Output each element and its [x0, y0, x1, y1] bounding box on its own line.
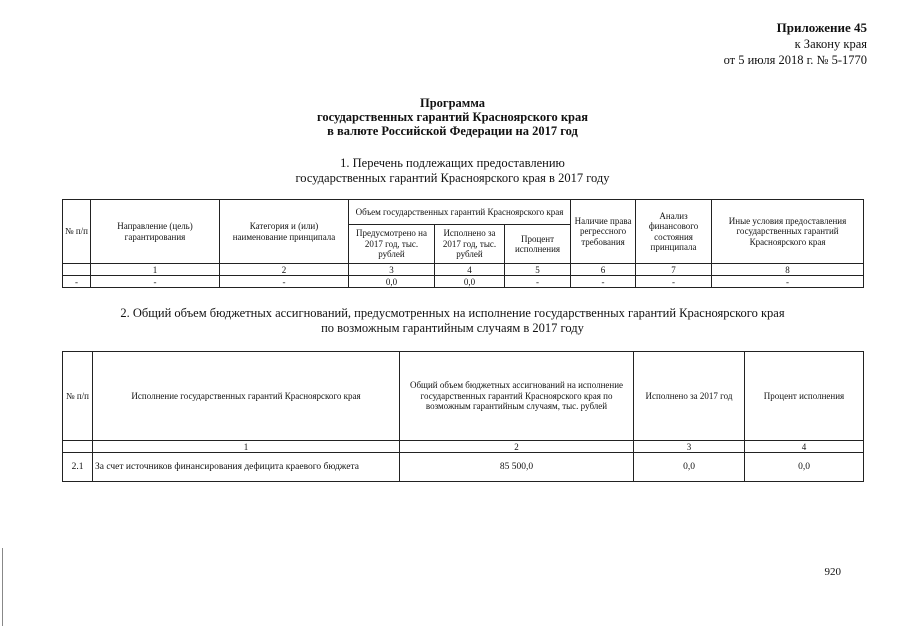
header-executed: Исполнено за 2017 год, тыс. рублей [435, 225, 505, 264]
table-cell: - [63, 276, 91, 288]
section-2-heading [0, 306, 905, 336]
header-category: Категория и (или) наименование принципала [220, 200, 349, 264]
row-description: За счет источников финансирования дефицита краевого бюджета [93, 453, 400, 482]
table-cell: 0,0 [435, 276, 505, 288]
page-number: 920 [824, 566, 841, 578]
header-volume-group: Объем государственных гарантий Красноярского края [349, 200, 571, 225]
header-direction: Направление (цель) гарантирования [91, 200, 220, 264]
table-row [63, 453, 864, 482]
column-number-cell: 1 [91, 264, 220, 276]
header-analysis: Анализ финансового состояния принципала [636, 200, 712, 264]
title-line-3: в валюте Российской Федерации на 2017 год [327, 124, 578, 138]
column-number-cell: 5 [505, 264, 571, 276]
table-row [63, 276, 864, 288]
appendix-law-date: от 5 июля 2018 г. № 5-1770 [723, 53, 867, 67]
column-number-cell: 3 [634, 441, 745, 453]
scan-edge-line [2, 548, 3, 626]
column-number-cell: 3 [349, 264, 435, 276]
table-cell: 0,0 [349, 276, 435, 288]
title-line-2: государственных гарантий Красноярского края [317, 110, 588, 124]
row-percent: 0,0 [745, 453, 864, 482]
budget-allocations-table [62, 351, 864, 482]
row-total: 85 500,0 [400, 453, 634, 482]
table-cell: - [712, 276, 864, 288]
section-1-line-2: государственных гарантий Красноярского края в 2017 году [295, 171, 610, 185]
header-executed: Исполнено за 2017 год [634, 352, 745, 441]
header-percent: Процент исполнения [745, 352, 864, 441]
title-line-1: Программа [420, 96, 485, 110]
header-total: Общий объем бюджетных ассигнований на исполнение государственных гарантий Красноярского края по возможным гарантийным случаям, тыс. рублей [400, 352, 634, 441]
table-cell: - [636, 276, 712, 288]
appendix-title: Приложение 45 [776, 20, 867, 35]
row-executed: 0,0 [634, 453, 745, 482]
column-number-cell [63, 441, 93, 453]
section-1-line-1: 1. Перечень подлежащих предоставлению [340, 156, 565, 170]
section-2-line-2: по возможным гарантийным случаям в 2017 году [321, 321, 584, 335]
column-numbers-row [63, 264, 864, 276]
header-num: № п/п [63, 352, 93, 441]
column-number-cell: 8 [712, 264, 864, 276]
column-number-cell: 4 [745, 441, 864, 453]
table-cell: - [505, 276, 571, 288]
appendix-law-ref: к Закону края [794, 37, 867, 51]
appendix-header [724, 20, 867, 68]
section-2-line-1: 2. Общий объем бюджетных ассигнований, предусмотренных на исполнение государственных гарантий Красноярского края [120, 306, 785, 320]
column-number-cell: 1 [93, 441, 400, 453]
column-number-cell: 6 [571, 264, 636, 276]
header-num: № п/п [63, 200, 91, 264]
header-percent: Процент исполнения [505, 225, 571, 264]
header-execution: Исполнение государственных гарантий Красноярского края [93, 352, 400, 441]
header-regress: Наличие права регрессного требования [571, 200, 636, 264]
guarantees-list-table [62, 199, 864, 288]
row-num: 2.1 [63, 453, 93, 482]
table-header-row [63, 352, 864, 441]
table-cell: - [220, 276, 349, 288]
column-numbers-row [63, 441, 864, 453]
column-number-cell: 4 [435, 264, 505, 276]
header-planned: Предусмотрено на 2017 год, тыс. рублей [349, 225, 435, 264]
column-number-cell: 2 [220, 264, 349, 276]
table-cell: - [91, 276, 220, 288]
section-1-heading [0, 156, 905, 186]
column-number-cell: 2 [400, 441, 634, 453]
header-other: Иные условия предоставления государственных гарантий Красноярского края [712, 200, 864, 264]
table-cell: - [571, 276, 636, 288]
column-number-cell: 7 [636, 264, 712, 276]
column-number-cell [63, 264, 91, 276]
table-header-row [63, 200, 864, 225]
document-title [0, 96, 905, 138]
